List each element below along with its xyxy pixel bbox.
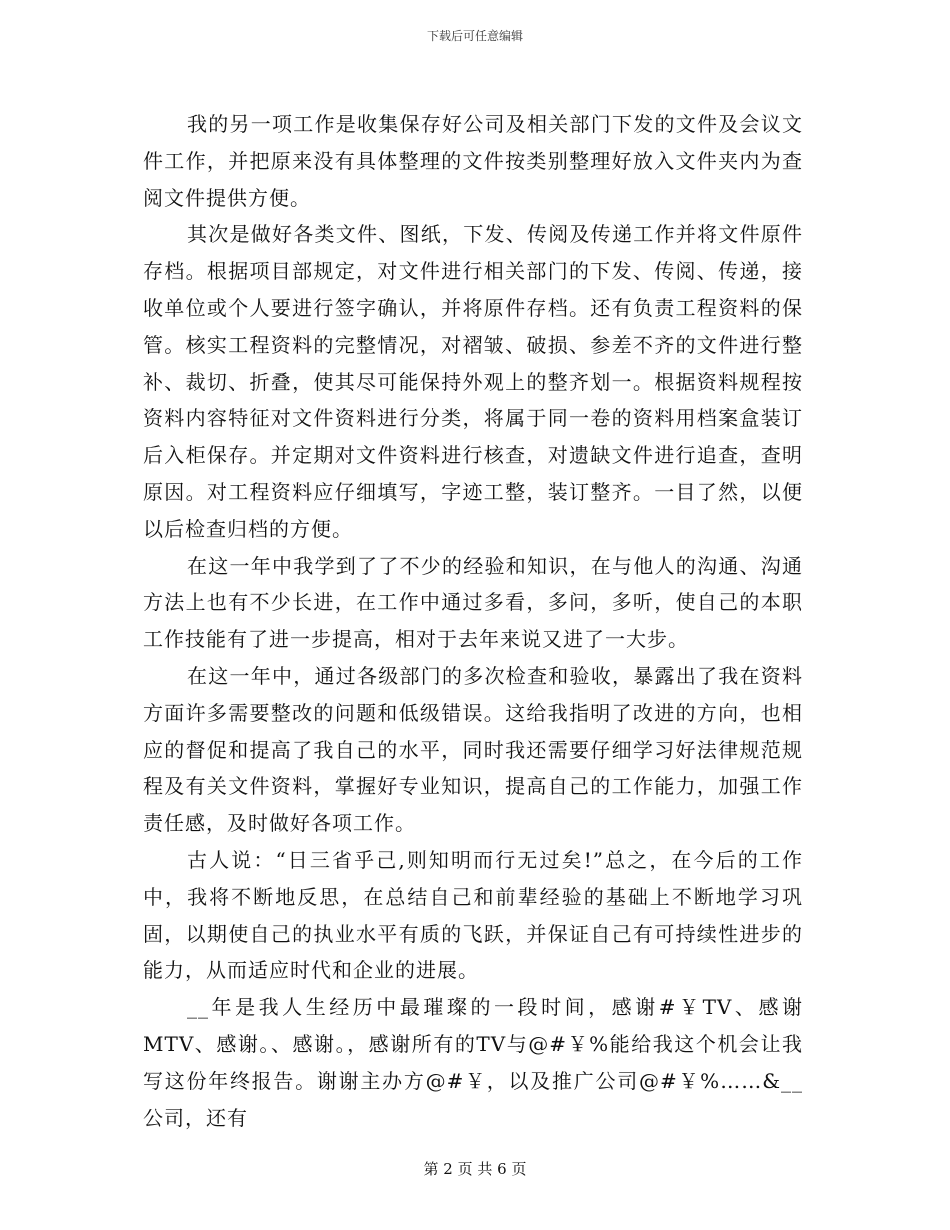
paragraph-5: 古人说：“日三省乎己,则知明而行无过矣!”总之，在今后的工作中，我将不断地反思，在总结自己和前辈经验的基础上不断地学习巩固，以期使自己的执业水平有质的飞跃，并保证自己有可持续性进步的能力，从而适应时代和企业的进展。 xyxy=(143,847,803,983)
paragraph-6: __年是我人生经历中最璀璨的一段时间，感谢#￥TV、感谢MTV、感谢。、感谢。，感谢所有的TV与@#￥%能给我这个机会让我写这份年终报告。谢谢主办方@#￥，以及推广公司@#￥%……&__公司，还有 xyxy=(143,995,803,1130)
paragraph-2: 其次是做好各类文件、图纸，下发、传阅及传递工作并将文件原件存档。根据项目部规定，对文件进行相关部门的下发、传阅、传递，接收单位或个人要进行签字确认，并将原件存档。还有负责工程资料的保管。核实工程资料的完整情况，对褶皱、破损、参差不齐的文件进行整补、裁切、折叠，使其尽可能保持外观上的整齐划一。根据资料规程按资料内容特征对文件资料进行分类，将属于同一卷的资料用档案盒装订后入柜保存。并定期对文件资料进行核查，对遗缺文件进行追查，查明原因。对工程资料应仔细填写，字迹工整，装订整齐。一目了然，以便以后检查归档的方便。 xyxy=(143,222,803,541)
paragraph-4: 在这一年中，通过各级部门的多次检查和验收，暴露出了我在资料方面许多需要整改的问题和低级错误。这给我指明了改进的方向，也相应的督促和提高了我自己的水平，同时我还需要仔细学习好法律规范规程及有关文件资料，掌握好专业知识，提高自己的工作能力，加强工作责任感，及时做好各项工作。 xyxy=(143,663,803,836)
paragraph-1: 我的另一项工作是收集保存好公司及相关部门下发的文件及会议文件工作，并把原来没有具体整理的文件按类别整理好放入文件夹内为查阅文件提供方便。 xyxy=(143,112,803,210)
paragraph-3: 在这一年中我学到了了不少的经验和知识，在与他人的沟通、沟通方法上也有不少长进，在工作中通过多看，多问，多听，使自己的本职工作技能有了进一步提高，相对于去年来说又进了一大步。 xyxy=(143,553,803,652)
page-header: 下载后可任意编辑 xyxy=(426,29,523,43)
page-number-footer: 第 2 页 共 6 页 xyxy=(423,1160,527,1178)
document-body xyxy=(143,106,803,1136)
